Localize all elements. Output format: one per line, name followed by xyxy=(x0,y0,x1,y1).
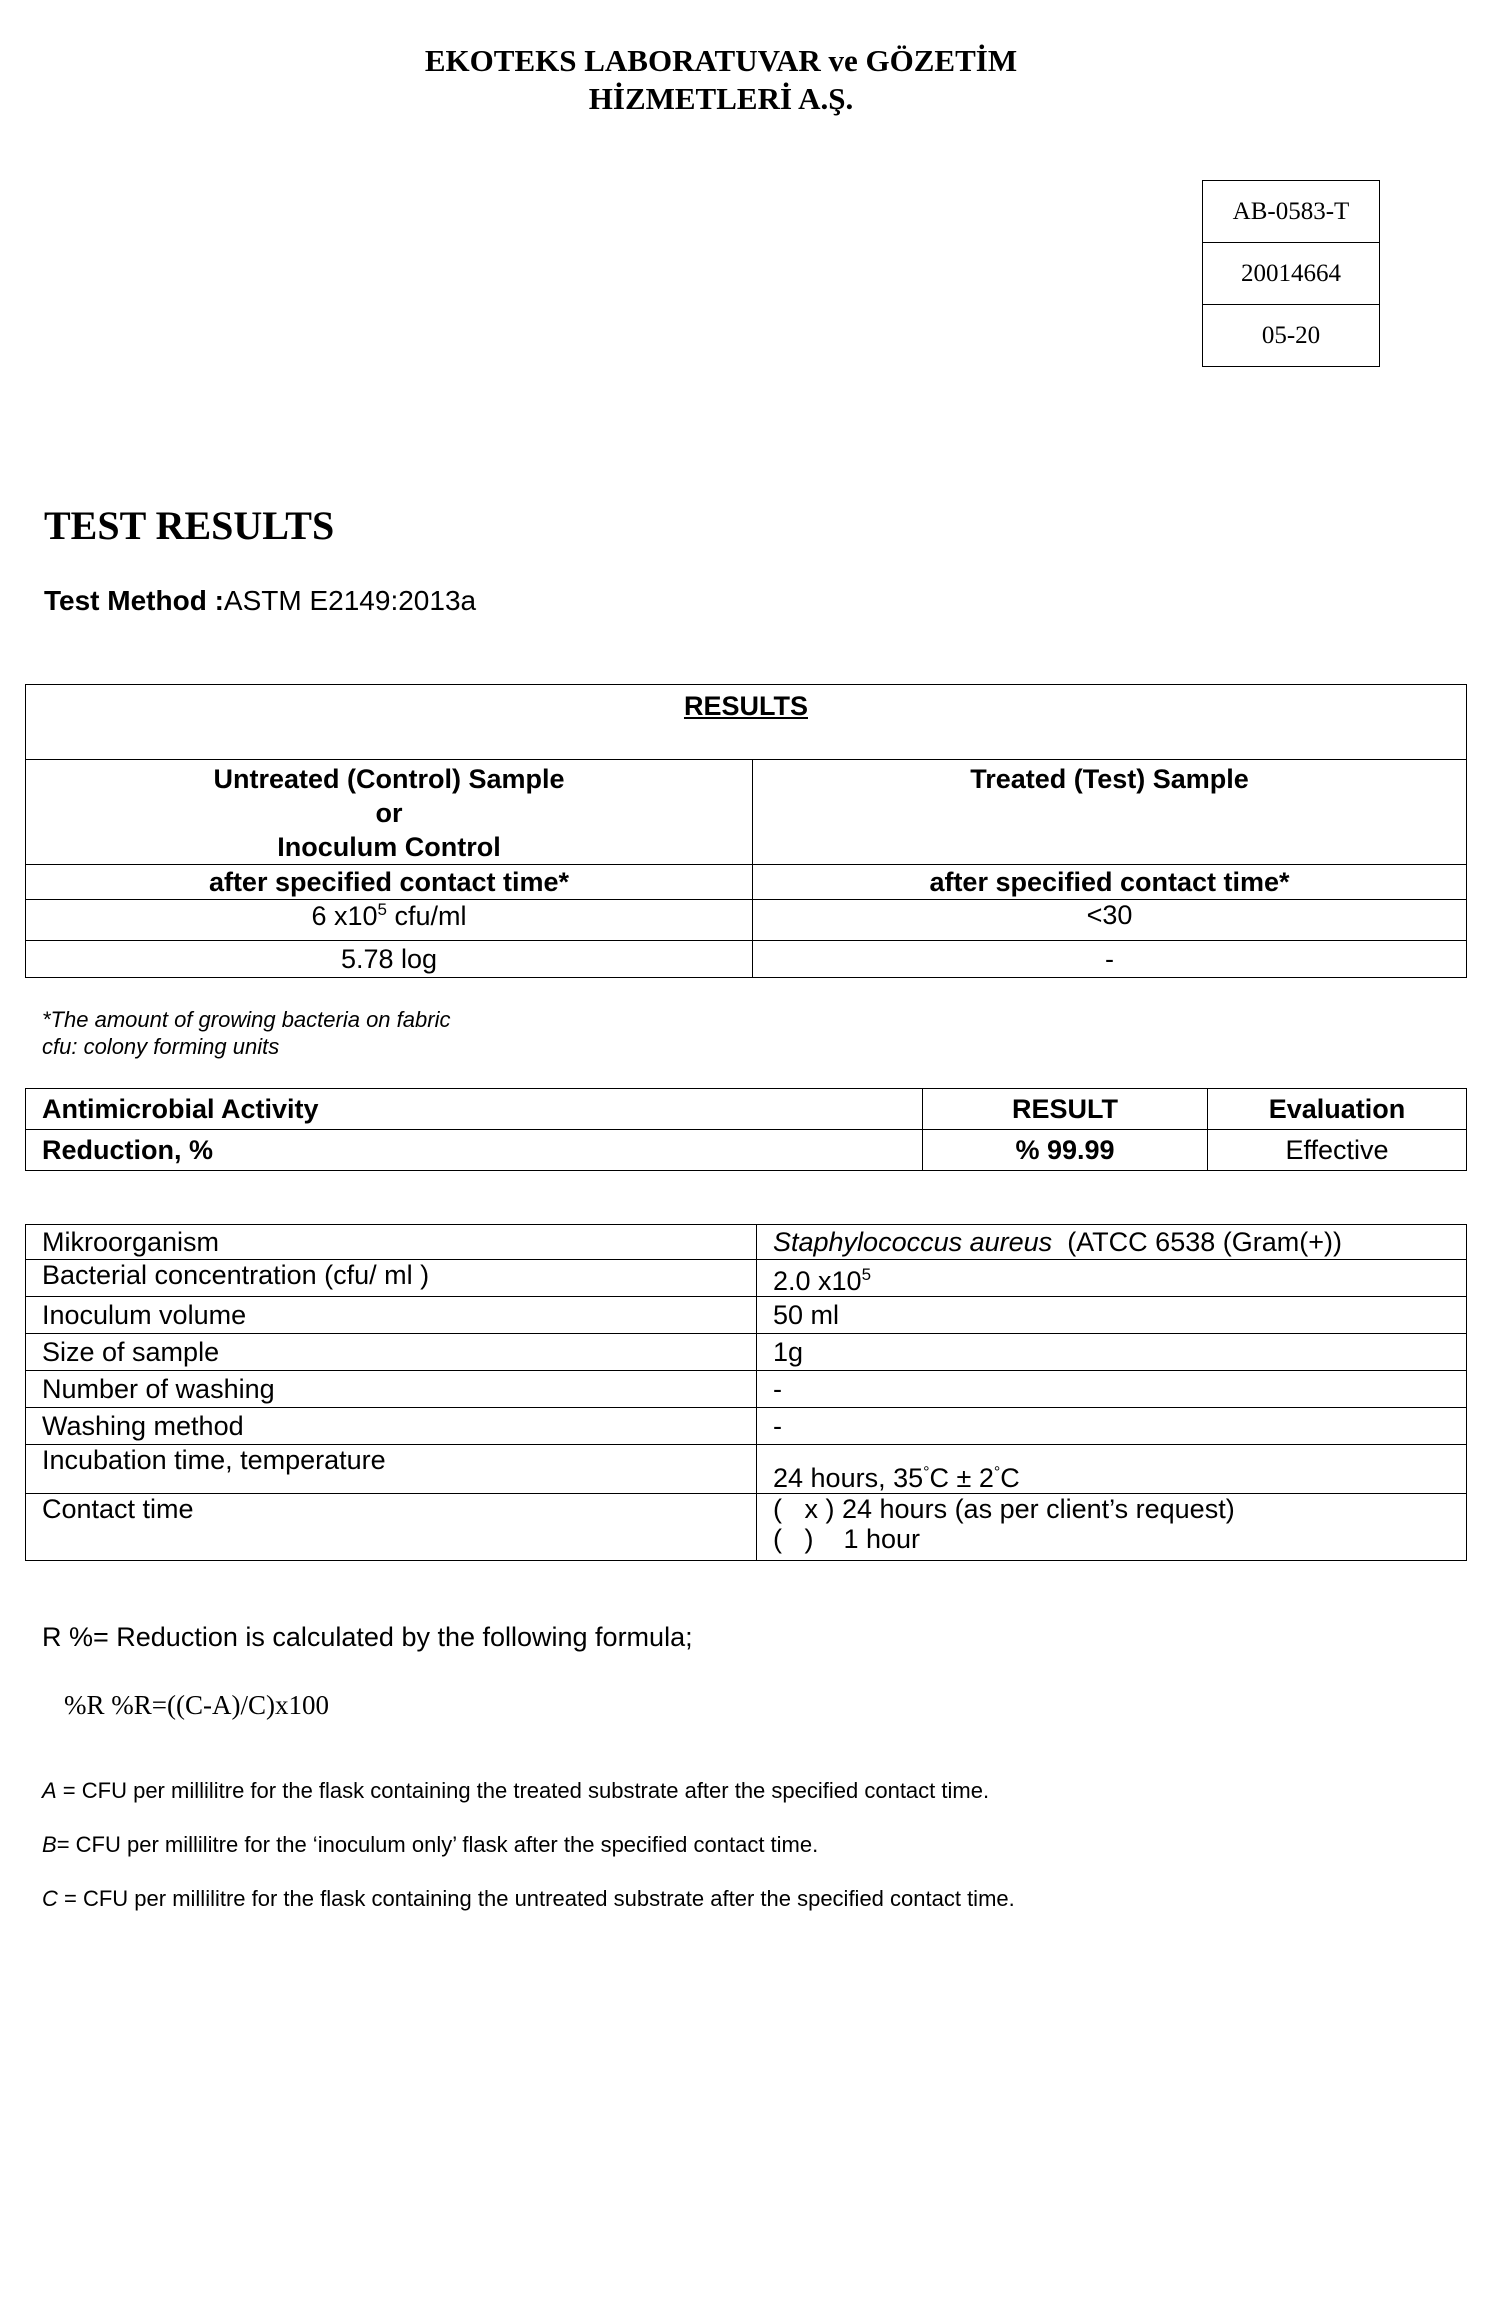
washing-method-label: Washing method xyxy=(26,1408,757,1445)
footnote-line2: cfu: colony forming units xyxy=(42,1034,280,1059)
reduction-label: Reduction, % xyxy=(26,1130,923,1171)
inoculum-volume-value: 50 ml xyxy=(757,1297,1467,1334)
report-number: 20014664 xyxy=(1203,243,1379,305)
incubation-value xyxy=(757,1445,1467,1494)
test-method-value: ASTM E2149:2013a xyxy=(223,585,477,616)
definition-b-letter: B xyxy=(42,1832,57,1857)
microorganism-value xyxy=(757,1225,1467,1260)
activity-header-label: Antimicrobial Activity xyxy=(26,1089,923,1130)
count-right: <30 xyxy=(753,900,1467,941)
report-revision: 05-20 xyxy=(1261,322,1321,349)
sample-size-label: Size of sample xyxy=(26,1334,757,1371)
treated-sample-header xyxy=(753,760,1467,865)
concentration-label: Bacterial concentration (cfu/ ml ) xyxy=(26,1260,757,1297)
contact-option-24h: ( x ) 24 hours (as per client’s request) xyxy=(773,1494,1235,1524)
definition-b-text: = CFU per millilitre for the ‘inoculum only’ flask after the specified contact time. xyxy=(56,1832,819,1857)
count-left-prefix: 6 x10 xyxy=(311,901,378,931)
definition-c xyxy=(42,1886,1015,1912)
count-left xyxy=(26,900,753,941)
results-heading: RESULTS xyxy=(683,691,808,721)
untreated-line2: or xyxy=(375,798,403,828)
incubation-part-c: C xyxy=(1000,1463,1020,1493)
report-code: AB-0583-T xyxy=(1203,181,1379,243)
report-code-box xyxy=(1202,180,1380,367)
incubation-part-b: C ± 2 xyxy=(929,1463,994,1493)
count-left-exponent: 5 xyxy=(377,900,387,919)
untreated-line1: Untreated (Control) Sample xyxy=(213,764,565,794)
page-title: TEST RESULTS xyxy=(44,503,335,548)
test-method-label: Test Method : xyxy=(44,585,224,616)
log-left: 5.78 log xyxy=(26,941,753,978)
lab-name-header xyxy=(0,42,1442,118)
definition-a-text: = CFU per millilitre for the flask containing the treated substrate after the specified contact time. xyxy=(56,1778,990,1803)
incubation-degree-2: ° xyxy=(993,1464,1001,1481)
reduction-result: % 99.99 xyxy=(923,1130,1208,1171)
test-method xyxy=(44,585,476,617)
washing-number-value: - xyxy=(757,1371,1467,1408)
activity-header-result: RESULT xyxy=(923,1089,1208,1130)
count-left-unit: cfu/ml xyxy=(387,901,467,931)
inoculum-volume-label: Inoculum volume xyxy=(26,1297,757,1334)
untreated-line3: Inoculum Control xyxy=(277,832,501,862)
incubation-label: Incubation time, temperature xyxy=(26,1445,757,1494)
definition-c-letter: C xyxy=(42,1886,58,1911)
microorganism-strain: (ATCC 6538 (Gram(+)) xyxy=(1067,1227,1342,1257)
log-right: - xyxy=(753,941,1467,978)
washing-number-label: Number of washing xyxy=(26,1371,757,1408)
results-heading-cell xyxy=(26,685,1467,760)
antimicrobial-activity-table xyxy=(25,1088,1467,1171)
contact-option-1h: ( ) 1 hour xyxy=(773,1524,921,1554)
formula-expression: %R %R=((C-A)/C)x100 xyxy=(64,1690,329,1720)
definition-a-letter: A xyxy=(42,1778,57,1803)
washing-method-value: - xyxy=(757,1408,1467,1445)
incubation-degree-1: ° xyxy=(923,1464,930,1481)
untreated-sample-header xyxy=(26,760,753,865)
definition-a xyxy=(42,1778,989,1804)
formula-intro: R %= Reduction is calculated by the following formula; xyxy=(42,1622,693,1652)
sample-size-value: 1g xyxy=(757,1334,1467,1371)
footnote xyxy=(42,1006,450,1060)
concentration-value xyxy=(757,1260,1467,1297)
microorganism-name: Staphylococcus aureus xyxy=(773,1227,1053,1257)
definition-b xyxy=(42,1832,818,1858)
treated-label: Treated (Test) Sample xyxy=(970,764,1249,794)
incubation-part-a: 24 hours, 35 xyxy=(773,1463,924,1493)
footnote-line1: *The amount of growing bacteria on fabric xyxy=(42,1007,451,1032)
activity-header-evaluation: Evaluation xyxy=(1208,1089,1467,1130)
test-parameters-table xyxy=(25,1224,1467,1561)
contact-time-value xyxy=(757,1494,1467,1561)
lab-name-line1: EKOTEKS LABORATUVAR ve GÖZETİM xyxy=(424,43,1018,78)
results-table xyxy=(25,684,1467,978)
concentration-prefix: 2.0 x10 xyxy=(773,1266,862,1296)
contact-time-left: after specified contact time* xyxy=(26,865,753,900)
contact-time-right: after specified contact time* xyxy=(753,865,1467,900)
concentration-exponent: 5 xyxy=(861,1265,872,1284)
microorganism-label: Mikroorganism xyxy=(26,1225,757,1260)
contact-time-label: Contact time xyxy=(26,1494,757,1561)
definition-c-text: = CFU per millilitre for the flask containing the untreated substrate after the specified contact time. xyxy=(57,1886,1015,1911)
lab-name-line2: HİZMETLERİ A.Ş. xyxy=(588,81,854,116)
reduction-evaluation: Effective xyxy=(1208,1130,1467,1171)
